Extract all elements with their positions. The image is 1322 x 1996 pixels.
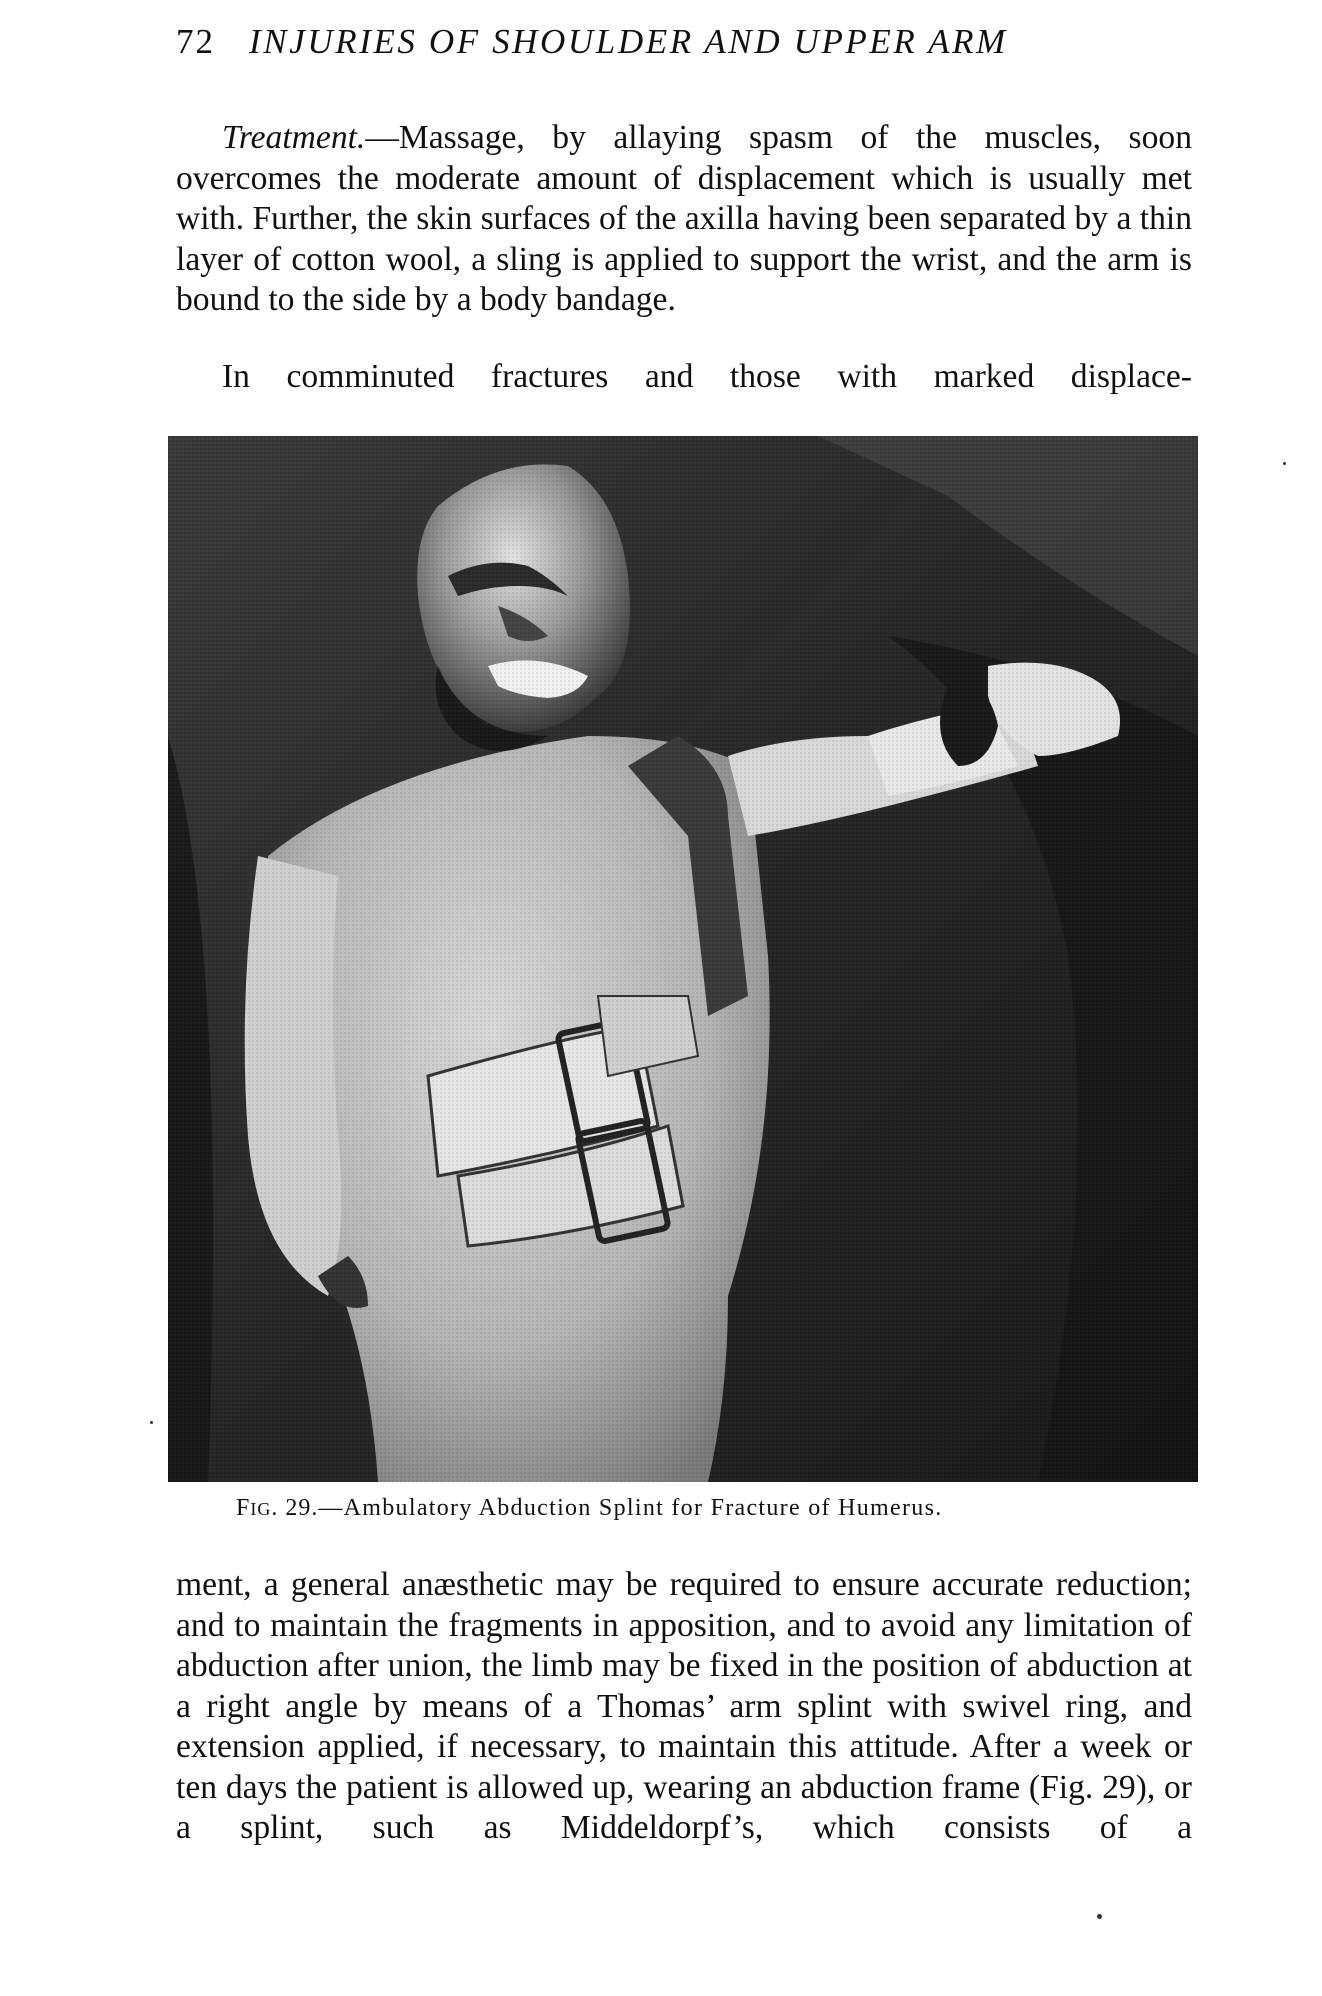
figure-caption-text: —Ambulatory Abduction Splint for Fracture of Humerus. [318,1495,943,1521]
continuation-text: ment, a general anæsthetic may be required to ensure accurate reduction; and to maintain the fragments in apposition, and to avoid any limitation of abduction after union, the limb may be fixed in the position of abduction at a right angle by means of a Thomas’ arm splint with swivel ring, and extension applied, if necessary, to maintain this attitude. After a week or ten days the patient is allowed up, wearing an abduction frame (Fig. 29), or a splint, such as Middeldorpf’s, which consists of a [176,1566,1192,1846]
figure-label: FIG. 29. [236,1495,319,1521]
treatment-paragraph [176,118,1192,321]
comminuted-text: In comminuted fractures and those with marked displace- [222,358,1192,395]
page-number: 72 [176,22,215,61]
treatment-body: —Massage, by allaying spasm of the muscles, soon overcomes the moderate amount of displacement which is usually met with. Further, the skin surfaces of the axilla having been separated by a thin layer of cotton wool, a sling is applied to support the wrist, and the arm is bound to the side by a body bandage. [176,119,1192,318]
figure-photograph [168,436,1198,1482]
treatment-heading: Treatment. [222,119,366,156]
print-speck [1283,462,1286,465]
running-head [176,22,1176,72]
print-speck [1097,1914,1102,1919]
abduction-splint-photo [168,436,1198,1482]
print-speck [150,1421,153,1424]
figure-caption [236,1495,1136,1522]
comminuted-paragraph-start [176,357,1192,398]
chapter-title: INJURIES OF SHOULDER AND UPPER ARM [249,22,1008,61]
continuation-paragraph [176,1565,1192,1849]
